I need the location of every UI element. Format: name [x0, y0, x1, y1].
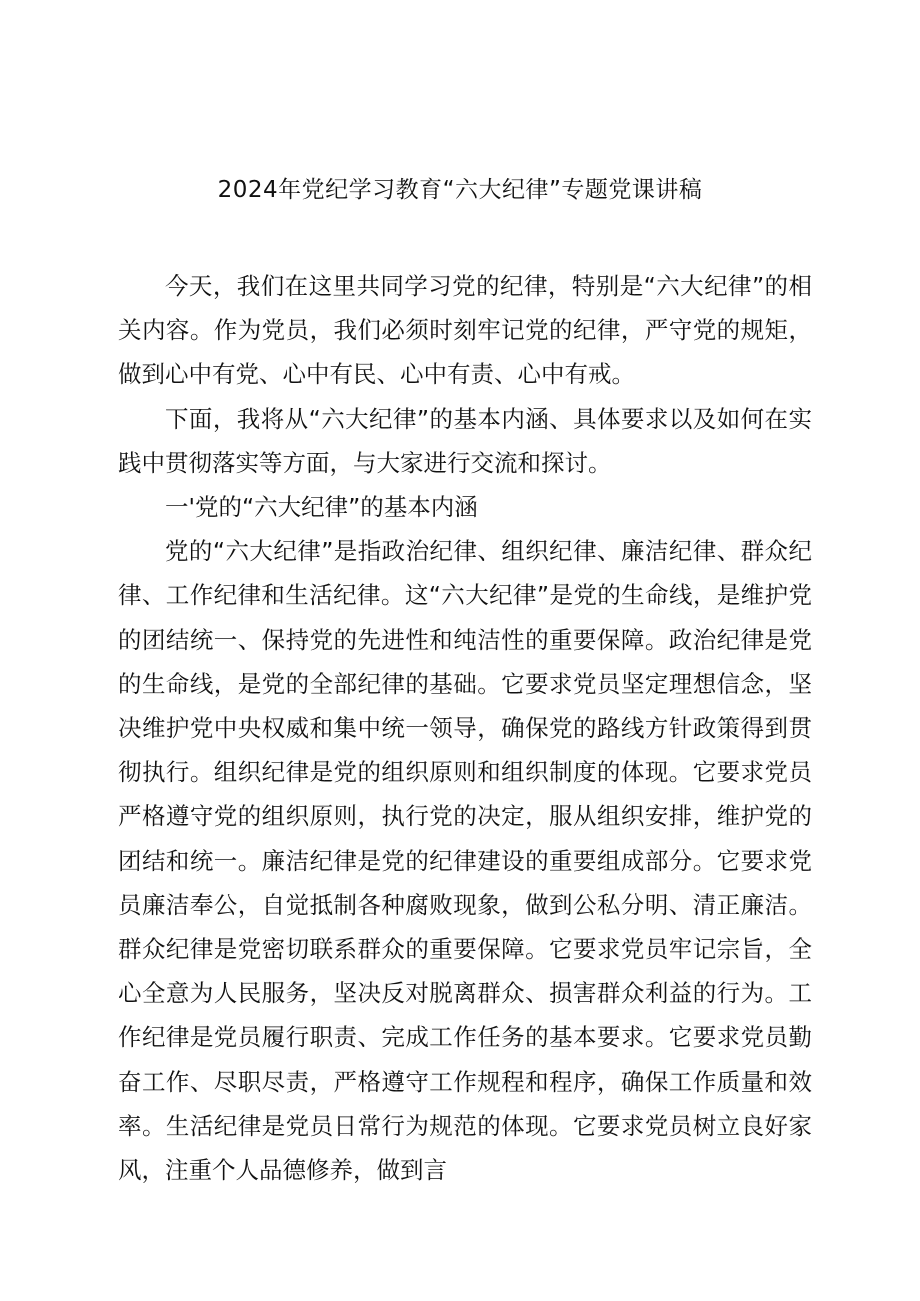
- paragraph-outline: 下面，我将从“六大纪律”的基本内涵、具体要求以及如何在实践中贯彻落实等方面，与大家进行交流和探讨。: [118, 404, 812, 477]
- section-heading-1: 一'党的“六大纪律”的基本内涵: [165, 493, 478, 522]
- paragraph-six-disciplines: 党的“六大纪律”是指政治纪律、组织纪律、廉洁纪律、群众纪律、工作纪律和生活纪律。这“六大纪律”是党的生命线，是维护党的团结统一、保持党的先进性和纯洁性的重要保障。政治纪律是党的生命线，是党的全部纪律的基础。它要求党员坚定理想信念，坚决维护党中央权威和集中统一领导，确保党的路线方针政策得到贯彻执行。组织纪律是党的组织原则和组织制度的体现。它要求党员严格遵守党的组织原则，执行党的决定，服从组织安排，维护党的团结和统一。廉洁纪律是党的纪律建设的重要组成部分。它要求党员廉洁奉公，自觉抵制各种腐败现象，做到公私分明、清正廉洁。群众纪律是党密切联系群众的重要保障。它要求党员牢记宗旨，全心全意为人民服务，坚决反对脱离群众、损害群众利益的行为。工作纪律是党员履行职责、完成工作任务的基本要求。它要求党员勤奋工作、尽职尽责，严格遵守工作规程和程序，确保工作质量和效率。生活纪律是党员日常行为规范的体现。它要求党员树立良好家风，注重个人品德修养，做到言: [118, 537, 812, 1185]
- document-title: 2024年党纪学习教育“六大纪律”专题党课讲稿: [217, 177, 703, 203]
- paragraph-intro: 今天，我们在这里共同学习党的纪律，特别是“六大纪律”的相关内容。作为党员，我们必须时刻牢记党的纪律，严守党的规矩，做到心中有党、心中有民、心中有责、心中有戒。: [118, 272, 812, 389]
- document-body: [118, 264, 812, 1192]
